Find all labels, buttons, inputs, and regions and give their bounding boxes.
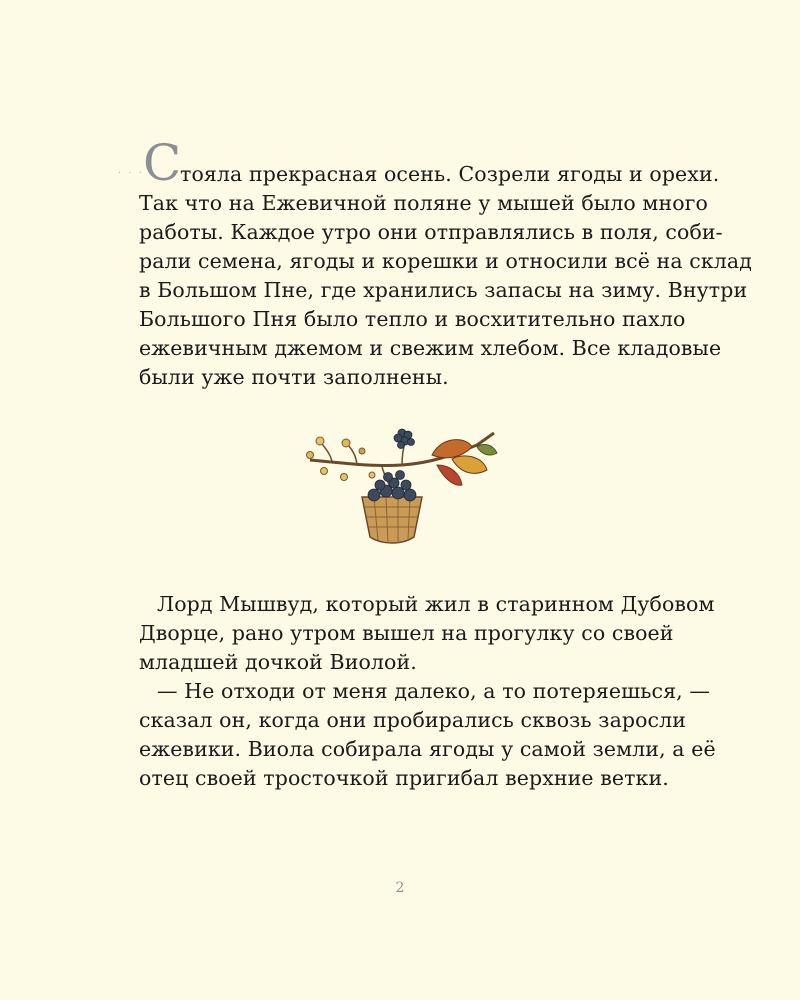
text-line: Большого Пня было тепло и восхитительно пахло <box>139 307 686 331</box>
text-line: Дворце, рано утром вышел на прогулку со своей <box>139 621 674 645</box>
text-line: тояла прекрасная осень. Созрели ягоды и орехи. <box>180 162 720 186</box>
text-line: работы. Каждое утро они отправлялись в поля, соби- <box>139 220 723 244</box>
text-line: отец своей тросточкой пригибал верхние ветки. <box>139 766 669 790</box>
text-line: в Большом Пне, где хранились запасы на зиму. Внутри <box>139 278 748 302</box>
page-number: 2 <box>395 880 405 896</box>
text-line: ежевики. Виола собирала ягоды у самой земли, а её <box>139 737 716 761</box>
text-line: младшей дочкой Виолой. <box>139 650 417 674</box>
drop-cap: С <box>143 134 182 192</box>
text-line: — Не отходи от меня далеко, а то потеряешься, — <box>157 679 710 703</box>
dropcap-ornament: · · · <box>118 168 144 179</box>
text-line: рали семена, ягоды и корешки и относили всё на склад <box>139 249 752 273</box>
text-line: ежевичным джемом и свежим хлебом. Все кладовые <box>139 336 722 360</box>
blackberry-basket-illustration <box>302 425 502 555</box>
paragraph-1 <box>139 160 752 392</box>
text-line: сказал он, когда они пробирались сквозь заросли <box>139 708 687 732</box>
paragraph-2 <box>139 590 716 793</box>
text-line: Лорд Мышвуд, который жил в старинном Дубовом <box>157 592 715 616</box>
text-line: Так что на Ежевичной поляне у мышей было много <box>139 191 708 215</box>
text-line: были уже почти заполнены. <box>139 365 449 389</box>
